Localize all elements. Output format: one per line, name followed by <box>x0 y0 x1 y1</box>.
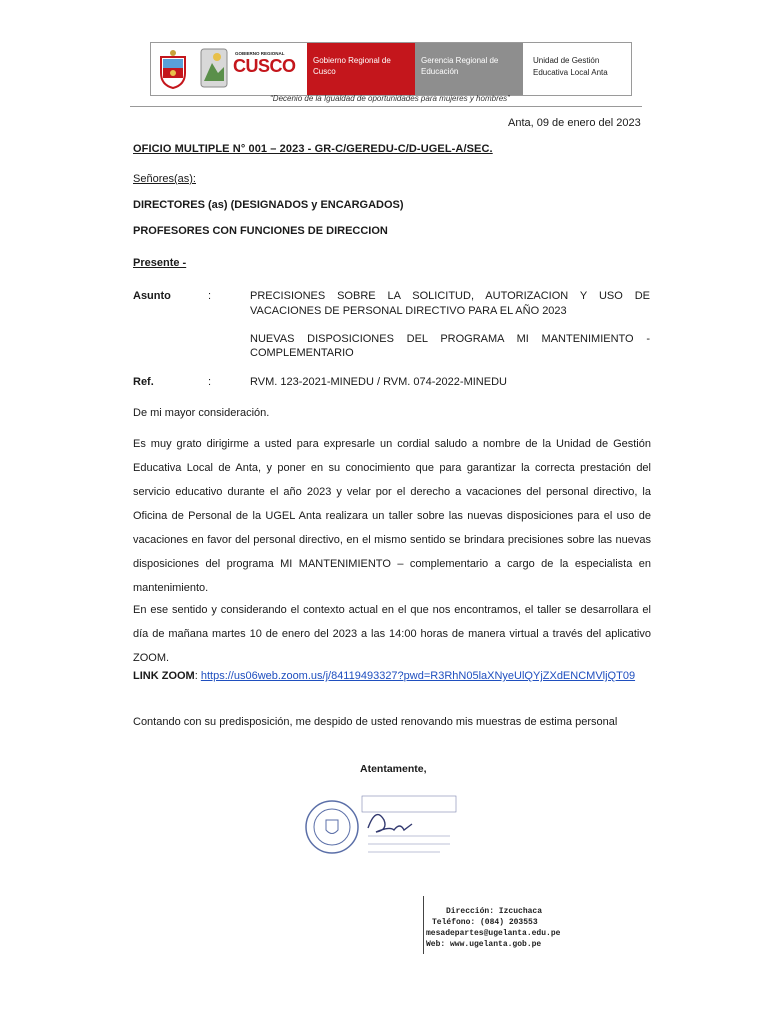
peru-coat-of-arms-icon <box>151 43 195 95</box>
ref-value: RVM. 123-2021-MINEDU / RVM. 074-2022-MINEDU <box>250 376 507 388</box>
footer-web: Web: www.ugelanta.gob.pe <box>426 940 542 949</box>
asunto-item-2-line2: COMPLEMENTARIO <box>250 347 354 359</box>
zoom-link[interactable]: https://us06web.zoom.us/j/84119493327?pwd=R3RhN05laXNyeUlQYjZXdENCMVljQT09 <box>200 670 636 682</box>
signature-stamp <box>300 792 460 862</box>
asunto-colon: : <box>208 290 212 302</box>
decenio-motto: “Decenio de la Igualdad de oportunidades para mujeres y hombres” <box>270 94 510 103</box>
presente-label: Presente - <box>133 257 187 269</box>
recipient-directores: DIRECTORES (as) (DESIGNADOS y ENCARGADOS) <box>133 199 404 211</box>
letterhead <box>150 42 632 96</box>
header-divider <box>130 106 642 107</box>
greeting-line: De mi mayor consideración. <box>133 407 270 419</box>
asunto-item-1: PRECISIONES SOBRE LA SOLICITUD, AUTORIZACION Y USO DE VACACIONES DE PERSONAL DIRECTIVO PARA EL AÑO 2023 <box>250 290 650 317</box>
zoom-link-line: LINK ZOOM: https://us06web.zoom.us/j/84119493327?pwd=R3RhN05laXNyeUlQYjZXdENCMVljQT09 <box>133 670 636 682</box>
recipient-profesores: PROFESORES CON FUNCIONES DE DIRECCION <box>133 225 388 237</box>
header-cell-ugel: Unidad de Gestión Educativa Local Anta <box>533 56 608 77</box>
footer-phone: Teléfono: (084) 203553 <box>432 918 538 927</box>
cusco-logo <box>197 43 305 95</box>
ref-label: Ref. <box>133 376 154 388</box>
footer-contact <box>426 906 560 950</box>
footer-divider <box>423 896 424 954</box>
footer-address: Dirección: Izcuchaca <box>446 907 543 916</box>
atentamente: Atentamente, <box>360 763 427 775</box>
body-paragraph-2: En ese sentido y considerando el contexto actual en el que nos encontramos, el taller se desarrollara el día de mañana martes 10 de enero del 2023 a las 14:00 horas de manera virtual a través del aplicativo ZOOM. <box>133 604 651 664</box>
oficio-number: OFICIO MULTIPLE N° 001 – 2023 - GR-C/GEREDU-C/D-UGEL-A/SEC. <box>133 143 493 155</box>
body-paragraph-1: Es muy grato dirigirme a usted para expresarle un cordial saludo a nombre de la Unidad de Gestión Educativa Local de Anta, y poner en su conocimiento que para garantizar la correcta prestación del servicio educativo durante el año 2023 y velar por el derecho a vacaciones del personal directivo, la Oficina de Personal de la UGEL Anta realizara un taller sobre las nuevas disposiciones para el uso de vacaciones en favor del personal directivo, en el mismo sentido se brindara precisiones sobre las nuevas disposiciones del programa MI MANTENIMIENTO – complementario a cargo de la especialista en mantenimiento. <box>133 438 651 594</box>
ref-colon: : <box>208 376 212 388</box>
cusco-wordmark: CUSCO <box>233 56 296 76</box>
header-cell-gobierno: Gobierno Regional de Cusco <box>307 43 415 95</box>
closing-line: Contando con su predisposición, me despido de usted renovando mis muestras de estima personal <box>133 716 618 728</box>
footer-email: mesadepartes@ugelanta.edu.pe <box>426 929 561 938</box>
gov-small-label: GOBIERNO REGIONAL <box>235 51 285 56</box>
asunto-item-2-line1: NUEVAS DISPOSICIONES DEL PROGRAMA MI MANTENIMIENTO - <box>250 333 650 345</box>
header-cell-gerencia: Gerencia Regional de Educación <box>415 43 523 95</box>
asunto-label: Asunto <box>133 290 171 302</box>
salutation: Señores(as): <box>133 173 196 185</box>
zoom-link-label: LINK ZOOM <box>133 670 195 682</box>
letter-date: Anta, 09 de enero del 2023 <box>508 117 641 129</box>
